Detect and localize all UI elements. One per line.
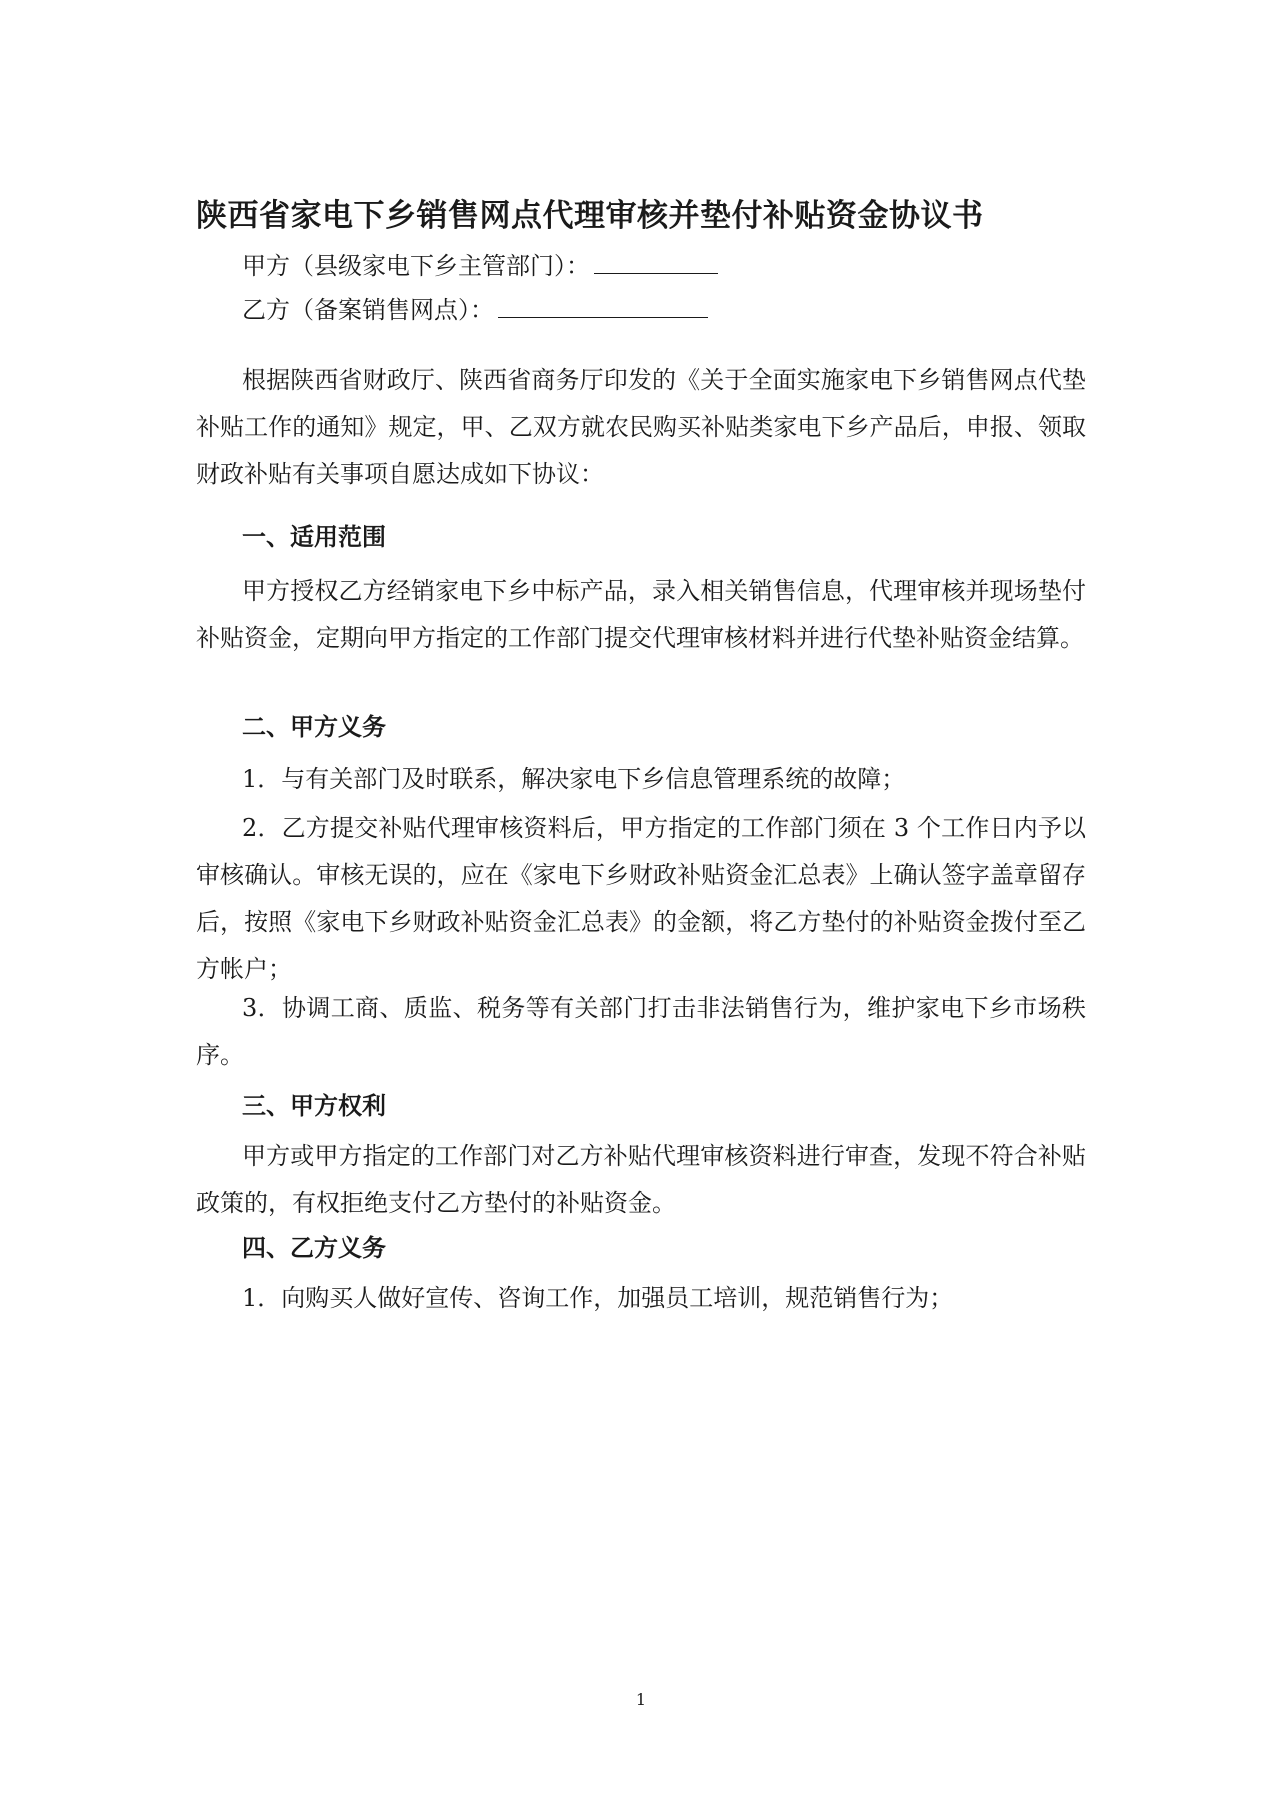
section-1-heading: 一、适用范围	[242, 523, 386, 551]
section-2-paragraph-1: 1．与有关部门及时联系，解决家电下乡信息管理系统的故障；	[242, 765, 906, 793]
preamble-paragraph: 根据陕西省财政厅、陕西省商务厅印发的《关于全面实施家电下乡销售网点代垫补贴工作的通知》规定，甲、乙双方就农民购买补贴类家电下乡产品后，申报、领取财政补贴有关事项自愿达成如下协议：	[196, 366, 1086, 488]
document-title: 陕西省家电下乡销售网点代理审核并垫付补贴资金协议书	[196, 198, 984, 234]
party-b-line	[242, 294, 708, 326]
section-2-heading: 二、甲方义务	[242, 713, 386, 741]
section-2-paragraph-2: 2．乙方提交补贴代理审核资料后，甲方指定的工作部门须在 3 个工作日内予以审核确认。审核无误的，应在《家电下乡财政补贴资金汇总表》上确认签字盖章留存后，按照《家电下乡财政补贴资金汇总表》的金额，将乙方垫付的补贴资金拨付至乙方帐户；	[196, 814, 1086, 983]
section-4-paragraph-1: 1．向购买人做好宣传、咨询工作，加强员工培训，规范销售行为；	[242, 1284, 954, 1312]
party-b-label: 乙方（备案销售网点）：	[242, 296, 494, 324]
section-3-heading: 三、甲方权利	[242, 1092, 386, 1120]
section-1-paragraph-1: 甲方授权乙方经销家电下乡中标产品，录入相关销售信息，代理审核并现场垫付补贴资金，定期向甲方指定的工作部门提交代理审核材料并进行代垫补贴资金结算。	[196, 577, 1086, 652]
section-4-heading: 四、乙方义务	[242, 1234, 386, 1262]
party-a-label: 甲方（县级家电下乡主管部门）：	[242, 252, 590, 280]
party-a-line	[242, 250, 718, 282]
party-b-blank	[498, 295, 708, 318]
page-number: 1	[635, 1690, 647, 1709]
document-page	[196, 0, 1086, 1811]
party-a-blank	[594, 251, 718, 274]
section-3-paragraph-1: 甲方或甲方指定的工作部门对乙方补贴代理审核资料进行审查，发现不符合补贴政策的，有权拒绝支付乙方垫付的补贴资金。	[196, 1142, 1086, 1217]
section-2-paragraph-3: 3．协调工商、质监、税务等有关部门打击非法销售行为，维护家电下乡市场秩序。	[196, 994, 1086, 1069]
